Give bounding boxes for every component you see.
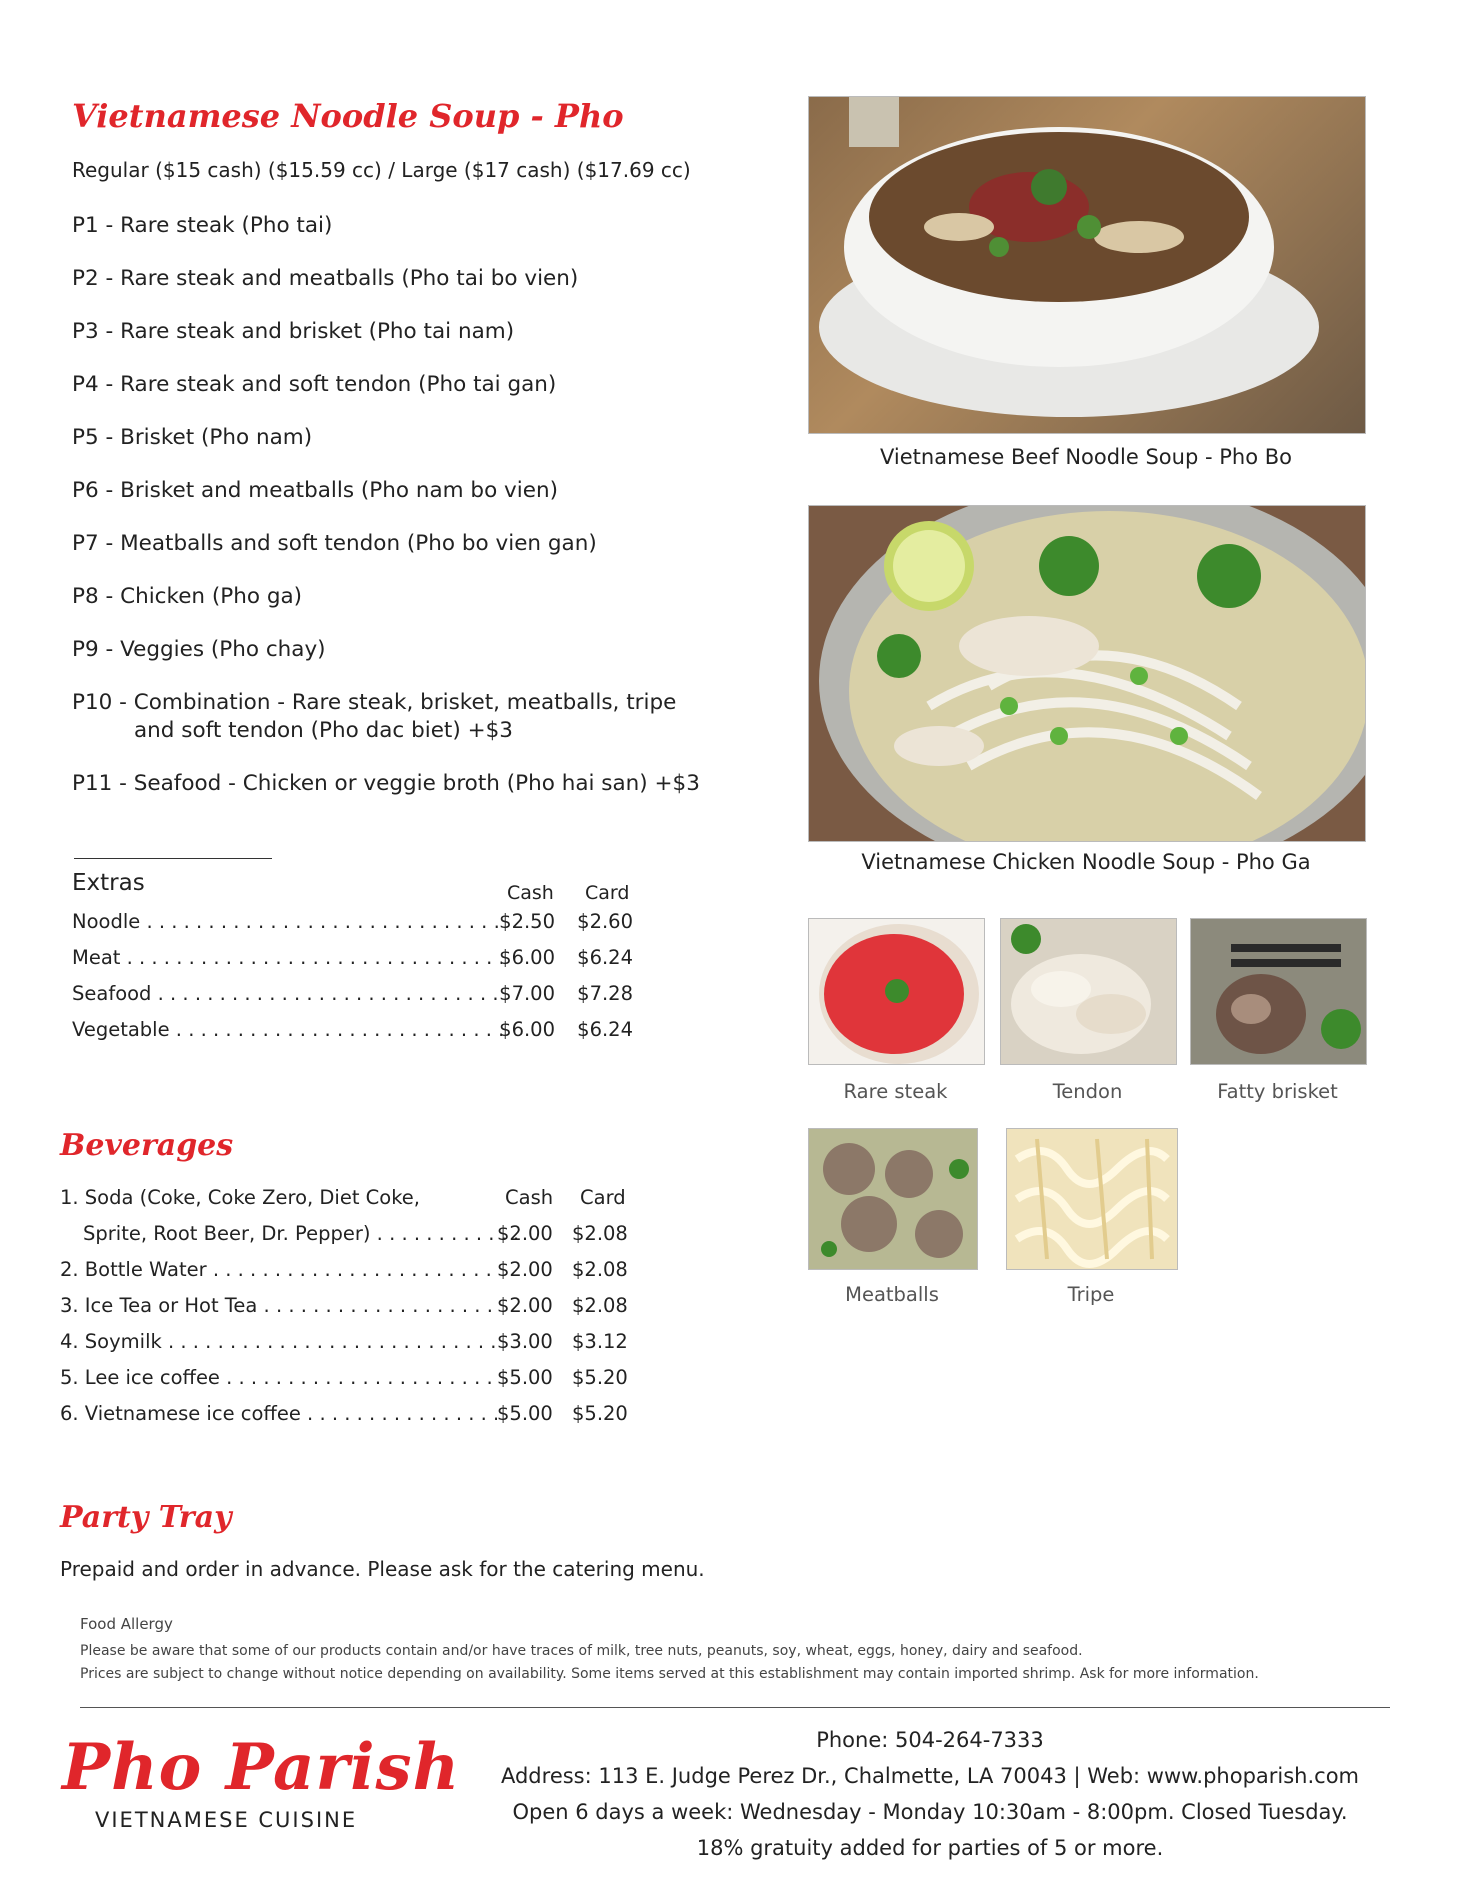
pho-item (72, 265, 792, 293)
beverage-card-price: $5.20 (572, 1402, 628, 1425)
contact-address: Address: 113 E. Judge Perez Dr., Chalmette, LA 70043 | Web: www.phoparish.com (500, 1764, 1360, 1788)
pho-item (72, 530, 792, 558)
beverage-name: 5. Lee ice coffee . . . (60, 1366, 497, 1389)
pho-item-text: P1 - Rare steak (Pho tai) (72, 213, 333, 238)
beverages-table (60, 1186, 640, 1438)
contact-info (470, 1722, 1390, 1866)
pho-item-text: P9 - Veggies (Pho chay) (72, 637, 326, 662)
footer-divider (80, 1707, 1390, 1708)
beverage-name: 6. Vietnamese ice coffee . . . (60, 1402, 497, 1425)
fatty-brisket-photo (1190, 918, 1367, 1065)
extras-card-header: Card (585, 882, 630, 904)
pho-ga-photo (808, 505, 1366, 842)
beverages-cash-header: Cash (505, 1186, 554, 1209)
beverage-card-price: $3.12 (572, 1330, 628, 1353)
extras-card-price: $7.28 (577, 982, 633, 1005)
beverage-cash-price: $2.00 (497, 1294, 553, 1317)
pho-item (72, 770, 792, 798)
beverage-name: Sprite, Root Beer, Dr. Pepper) . . . (60, 1222, 520, 1245)
extras-item-name: Noodle . . . (72, 910, 502, 933)
pho-item-text: P2 - Rare steak and meatballs (Pho tai bo vien) (72, 266, 579, 291)
allergy-title: Food Allergy (80, 1615, 173, 1633)
allergy-notice: Please be aware that some of our products contain and/or have traces of milk, tree nuts, peanuts, soy, wheat, eggs, honey, dairy and seafood. (80, 1643, 1083, 1659)
rare-steak-photo (808, 918, 985, 1065)
beverage-card-price: $2.08 (572, 1294, 628, 1317)
pho-bo-caption: Vietnamese Beef Noodle Soup - Pho Bo (880, 445, 1292, 469)
extras-cash-price: $6.00 (499, 1018, 555, 1041)
pho-item-text: P5 - Brisket (Pho nam) (72, 425, 313, 450)
extras-item-name: Seafood . . . (72, 982, 502, 1005)
beverage-name: 1. Soda (Coke, Coke Zero, Diet Coke, (60, 1186, 421, 1209)
beverages-card-header: Card (580, 1186, 626, 1209)
tripe-photo (1006, 1128, 1178, 1270)
beverage-cash-price: $5.00 (497, 1402, 553, 1425)
price-notice: Prices are subject to change without notice depending on availability. Some items served at this establishment may contain imported shrimp. Ask for more information. (80, 1666, 1259, 1682)
extras-divider (74, 858, 272, 859)
extras-table (72, 870, 642, 1054)
beverage-row (60, 1330, 640, 1366)
beverage-card-price: $2.08 (572, 1258, 628, 1281)
beverage-row (60, 1258, 640, 1294)
brand-logo-text: Pho Parish (62, 1730, 461, 1805)
beverage-cash-price: $5.00 (497, 1366, 553, 1389)
fatty-brisket-caption: Fatty brisket (1217, 1080, 1338, 1103)
tripe-caption: Tripe (1067, 1283, 1115, 1306)
pho-item (72, 318, 792, 346)
extras-cash-price: $7.00 (499, 982, 555, 1005)
pho-item (72, 583, 792, 611)
beverage-card-price: $5.20 (572, 1366, 628, 1389)
pho-item-text: P6 - Brisket and meatballs (Pho nam bo vien) (72, 478, 558, 503)
extras-item-name: Meat . . . (72, 946, 502, 969)
beverage-name: 3. Ice Tea or Hot Tea . . . (60, 1294, 497, 1317)
pho-item-text: P3 - Rare steak and brisket (Pho tai nam) (72, 319, 515, 344)
beverage-card-price: $2.08 (572, 1222, 628, 1245)
party-tray-text: Prepaid and order in advance. Please ask for the catering menu. (60, 1557, 705, 1581)
extras-cash-price: $6.00 (499, 946, 555, 969)
extras-card-price: $6.24 (577, 1018, 633, 1041)
extras-card-price: $2.60 (577, 910, 633, 933)
beverage-name: 4. Soymilk . . . (60, 1330, 497, 1353)
brand-subtitle: VIETNAMESE CUISINE (95, 1808, 358, 1832)
meatballs-photo (808, 1128, 978, 1270)
contact-gratuity: 18% gratuity added for parties of 5 or more. (696, 1836, 1164, 1860)
extras-row (72, 946, 642, 982)
pho-section-title: Vietnamese Noodle Soup - Pho (72, 97, 624, 135)
beverage-row (60, 1366, 640, 1402)
pho-size-pricing: Regular ($15 cash) ($15.59 cc) / Large ($17 cash) ($17.69 cc) (72, 158, 691, 182)
pho-menu-list (72, 212, 792, 798)
extras-row (72, 910, 642, 946)
pho-item (72, 371, 792, 399)
pho-item (72, 636, 792, 664)
beverage-cash-price: $2.00 (497, 1222, 553, 1245)
extras-row (72, 1018, 642, 1054)
pho-item (72, 212, 792, 240)
beverage-cash-price: $3.00 (497, 1330, 553, 1353)
extras-title: Extras (72, 870, 145, 896)
pho-item (72, 689, 792, 745)
rare-steak-caption: Rare steak (843, 1080, 948, 1103)
beverage-cash-price: $2.00 (497, 1258, 553, 1281)
tendon-caption: Tendon (1052, 1080, 1123, 1103)
extras-item-name: Vegetable . . . (72, 1018, 502, 1041)
pho-item-text: P11 - Seafood - Chicken or veggie broth (Pho hai san) +$3 (72, 771, 700, 796)
beverage-row-soda-line1 (60, 1186, 640, 1222)
pho-ga-caption: Vietnamese Chicken Noodle Soup - Pho Ga (861, 850, 1311, 874)
pho-item-text: P7 - Meatballs and soft tendon (Pho bo vien gan) (72, 531, 597, 556)
pho-item-text: P10 - Combination - Rare steak, brisket, meatballs, tripe (72, 690, 677, 715)
pho-item-text-continued: and soft tendon (Pho dac biet) +$3 (134, 718, 513, 743)
meatballs-caption: Meatballs (845, 1283, 939, 1306)
pho-item (72, 477, 792, 505)
extras-cash-price: $2.50 (499, 910, 555, 933)
extras-card-price: $6.24 (577, 946, 633, 969)
beverage-row (60, 1402, 640, 1438)
pho-bo-photo (808, 96, 1366, 434)
contact-hours: Open 6 days a week: Wednesday - Monday 10:30am - 8:00pm. Closed Tuesday. (512, 1800, 1348, 1824)
beverage-name: 2. Bottle Water . . . (60, 1258, 497, 1281)
extras-cash-header: Cash (507, 882, 554, 904)
beverage-row (60, 1294, 640, 1330)
contact-phone: Phone: 504-264-7333 (816, 1728, 1044, 1752)
pho-item (72, 424, 792, 452)
party-tray-title: Party Tray (60, 1500, 232, 1535)
tendon-photo (1000, 918, 1177, 1065)
pho-item-text: P4 - Rare steak and soft tendon (Pho tai gan) (72, 372, 557, 397)
beverages-title: Beverages (60, 1128, 234, 1163)
pho-item-text: P8 - Chicken (Pho ga) (72, 584, 303, 609)
extras-row (72, 982, 642, 1018)
beverage-row-soda (60, 1222, 640, 1258)
extras-header (72, 870, 642, 910)
